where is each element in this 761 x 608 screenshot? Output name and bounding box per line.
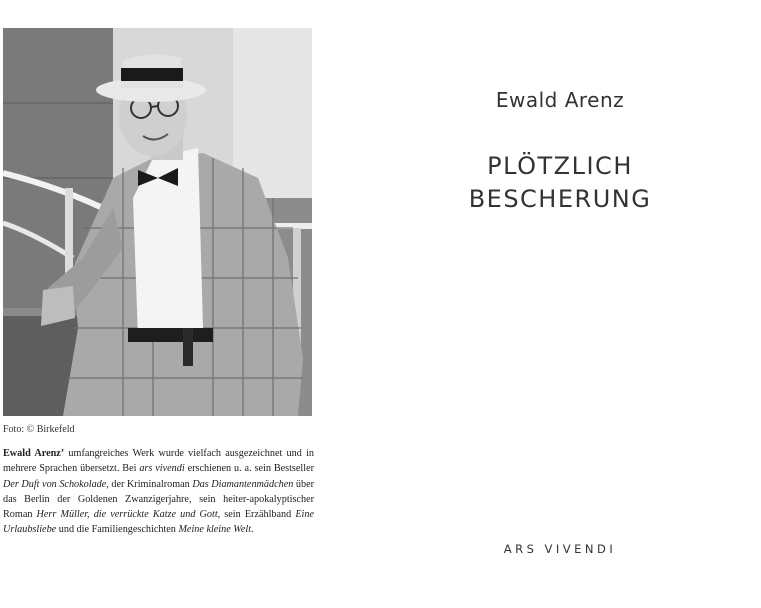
bio-book-title: Der Duft von Schokolade <box>3 478 107 490</box>
bio-text: über das Berlin der Goldenen Zwanzigerjahre, sein heiter-apokalyptischer Roman <box>3 478 314 521</box>
author-photo <box>3 28 312 416</box>
book-title-line-2: BESCHERUNG <box>468 185 652 213</box>
author-bio <box>3 446 314 538</box>
bio-book-title: Meine kleine Welt <box>178 524 252 536</box>
bio-text: , sein Erzählband <box>217 509 296 521</box>
bio-text: , der Kriminalroman <box>106 478 193 490</box>
bio-book-title: Eine Urlaubsliebe <box>3 509 314 536</box>
author-portrait-image <box>3 28 312 416</box>
publisher-name: ARS VIVENDI <box>503 542 617 556</box>
bio-text: umfangreiches Werk wurde vielfach ausgezeichnet und in mehrere Sprachen übersetzt. Bei <box>3 448 314 475</box>
bio-author-name: Ewald Arenz’ <box>3 448 65 459</box>
book-title <box>410 150 710 216</box>
photo-caption: Foto: © Birkefeld <box>3 424 75 435</box>
bio-book-title: Herr Müller, die verrückte Katze und Gott <box>36 509 218 521</box>
book-title-line-1: PLÖTZLICH <box>487 152 633 180</box>
bio-book-title: Das Diamantenmädchen <box>192 478 294 490</box>
bio-text: erschienen u. a. sein Bestseller <box>184 463 314 475</box>
bio-publisher: ars vivendi <box>139 463 185 475</box>
bio-text: und die Familiengeschichten <box>56 524 179 536</box>
bio-text: . <box>251 524 254 536</box>
author-name: Ewald Arenz <box>495 88 625 112</box>
